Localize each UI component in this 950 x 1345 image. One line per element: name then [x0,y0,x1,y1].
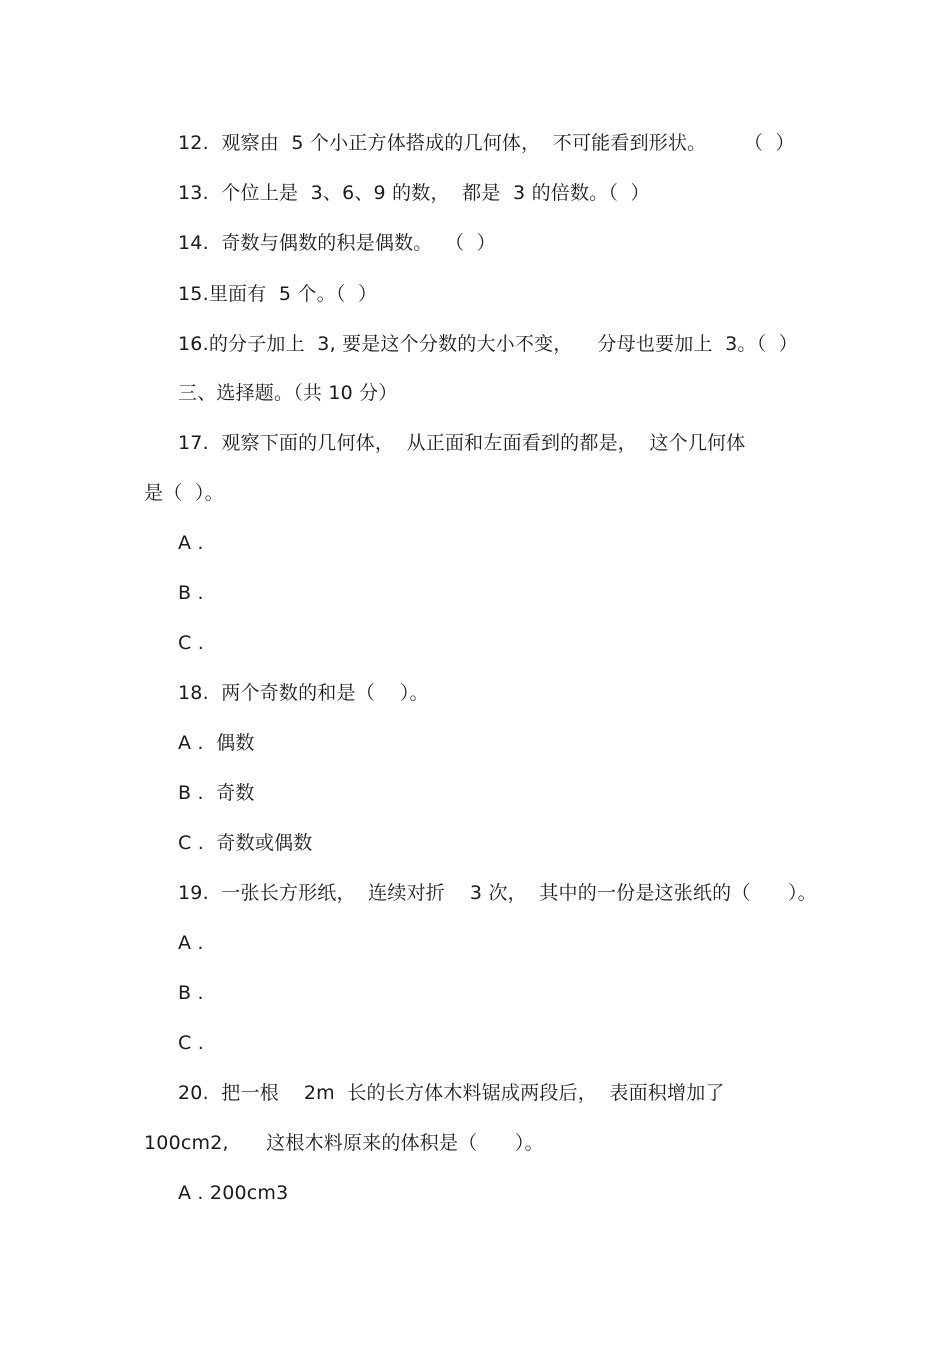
question-17-continued: 是（ ）。 [144,482,224,504]
question-14: 14. 奇数与偶数的积是偶数。 （ ） [178,232,496,254]
question-17: 17. 观察下面的几何体， 从正面和左面看到的都是， 这个几何体 [178,432,746,454]
question-12: 12. 观察由 5 个小正方体搭成的几何体， 不可能看到形状。 （ ） [178,132,795,154]
q19-option-c: C . [178,1032,204,1054]
q18-option-c: C . 奇数或偶数 [178,832,313,854]
question-20: 20. 把一根 2m 长的长方体木料锯成两段后， 表面积增加了 [178,1082,725,1104]
q17-option-a: A . [178,532,204,554]
q19-option-b: B . [178,982,204,1004]
q17-option-c: C . [178,632,204,654]
q18-option-a: A . 偶数 [178,732,255,754]
q17-option-b: B . [178,582,204,604]
q19-option-a: A . [178,932,204,954]
question-15: 15.里面有 5 个。（ ） [178,283,378,305]
question-19: 19. 一张长方形纸， 连续对折 3 次， 其中的一份是这张纸的（ ）。 [178,882,817,904]
question-20-continued: 100cm2, 这根木料原来的体积是（ ）。 [144,1132,544,1154]
question-13: 13. 个位上是 3、6、9 的数， 都是 3 的倍数。（ ） [178,182,650,204]
question-16: 16.的分子加上 3, 要是这个分数的大小不变， 分母也要加上 3。（ ） [178,333,798,355]
q18-option-b: B . 奇数 [178,782,255,804]
question-18: 18. 两个奇数的和是（ ）。 [178,682,429,704]
q20-option-a: A . 200cm3 [178,1182,289,1204]
section-heading-choice: 三、选择题。（共 10 分） [178,382,398,404]
